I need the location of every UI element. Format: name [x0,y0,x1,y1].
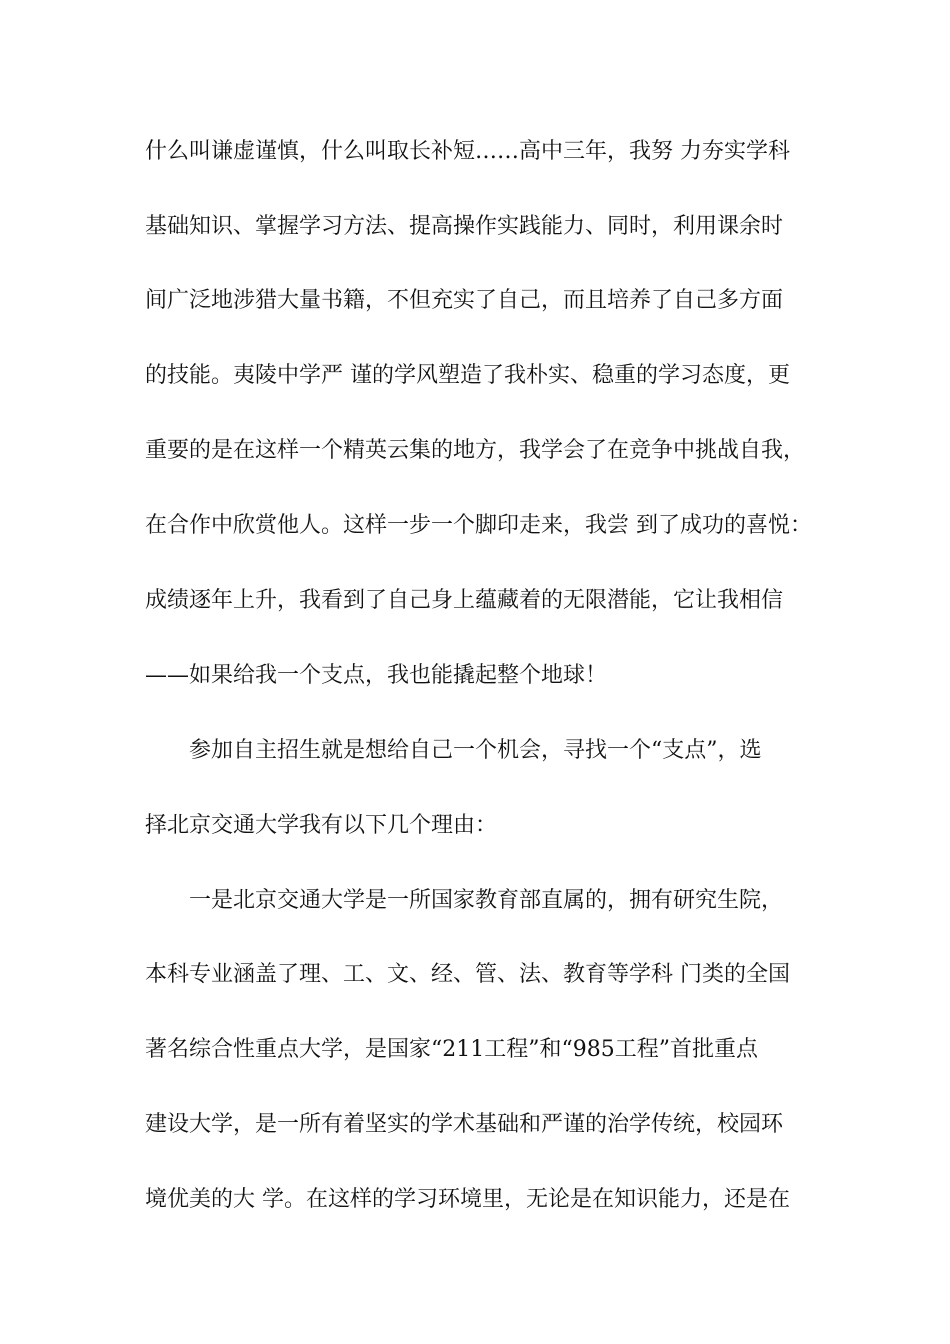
text-line: 成绩逐年上升，我看到了自己身上蕴藏着的无限潜能，它让我相信 [145,588,784,613]
text-line: ——如果给我一个支点，我也能撬起整个地球！ [145,663,608,688]
text-line: 境优美的大 学。在这样的学习环境里，无论是在知识能力，还是在 [145,1187,790,1212]
text-line: 本科专业涵盖了理、工、文、经、管、法、教育等学科 门类的全国 [145,962,790,987]
text-line: 的技能。夷陵中学严 谨的学风塑造了我朴实、稳重的学习态度，更 [145,363,790,388]
text-line: 建设大学，是一所有着坚实的学术基础和严谨的治学传统，校园环 [145,1112,784,1137]
text-line: 在合作中欣赏他人。这样一步一个脚印走来，我尝 到了成功的喜悦： [145,513,812,538]
text-line: 什么叫谦虚谨慎，什么叫取长补短……高中三年，我努 力夯实学科 [145,139,790,164]
paragraph-first-line: 一是北京交通大学是一所国家教育部直属的，拥有研究生院， [189,888,784,913]
text-line: 著名综合性重点大学，是国家“211工程”和“985工程”首批重点 [145,1037,758,1062]
text-line: 基础知识、掌握学习方法、提高操作实践能力、同时，利用课余时 [145,214,784,239]
text-line: 重要的是在这样一个精英云集的地方，我学会了在竞争中挑战自我， [145,438,806,463]
text-line: 间广泛地涉猎大量书籍，不但充实了自己，而且培养了自己多方面 [145,288,784,313]
paragraph-first-line: 参加自主招生就是想给自己一个机会，寻找一个“支点”，选 [189,738,762,763]
text-line: 择北京交通大学我有以下几个理由： [145,813,498,838]
